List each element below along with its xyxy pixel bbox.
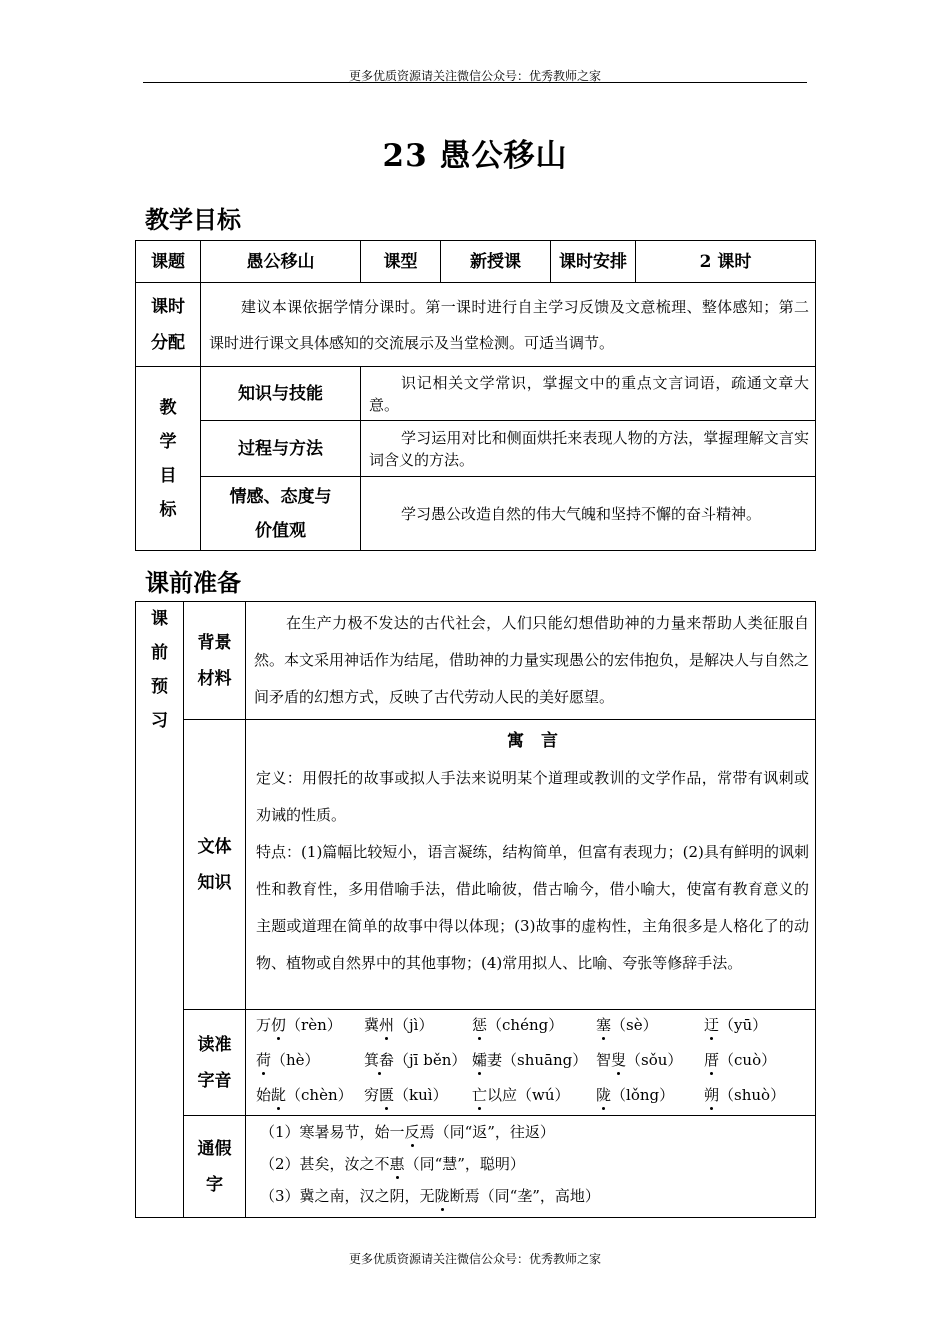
cell-type-label: 课型 — [361, 241, 441, 283]
cell-genre-text — [246, 720, 816, 1010]
cell-allocation-label — [136, 283, 201, 367]
cell-goal-process-label: 过程与方法 — [201, 421, 361, 477]
cell-topic-label: 课题 — [136, 241, 201, 283]
pronunciation-item: 箕畚（jī běn） — [364, 1051, 467, 1069]
cell-pronunciation-label — [184, 1010, 246, 1116]
cell-tongjiazi-label — [184, 1116, 246, 1218]
tongjiazi-label-2: 字 — [206, 1174, 223, 1195]
pronunciation-item: 塞（sè） — [596, 1016, 658, 1034]
tongjiazi-label-1: 通假 — [197, 1138, 232, 1159]
emotion-label-2: 价值观 — [255, 520, 306, 541]
cell-goals-vertical — [136, 367, 201, 551]
section-heading-goals: 教学目标 — [145, 205, 241, 234]
prep-char-3: 预 — [151, 677, 168, 697]
pronunciation-row — [246, 1045, 815, 1080]
pronunciation-item: 始龀（chèn） — [256, 1086, 353, 1104]
cell-genre-label — [184, 720, 246, 1010]
cell-schedule-label: 课时安排 — [551, 241, 636, 283]
pronunciation-item: 朔（shuò） — [704, 1086, 786, 1104]
genre-label-2: 知识 — [197, 872, 232, 893]
pronunciation-item: 荷（hè） — [256, 1051, 320, 1069]
pronunciation-item: 智叟（sǒu） — [596, 1051, 683, 1069]
background-label-1: 背景 — [197, 632, 232, 653]
cell-prep-vertical — [136, 602, 184, 1218]
cell-goal-knowledge-text: 识记相关文学常识，掌握文中的重点文言词语，疏通文章大意。 — [361, 367, 816, 421]
goals-table — [135, 240, 816, 551]
cell-background-text: 在生产力极不发达的古代社会，人们只能幻想借助神的力量来帮助人类征服自然。本文采用神话作为结尾，借助神的力量实现愚公的宏伟抱负，是解决人与自然之间矛盾的幻想方式，反映了古代劳动人民的美好愿望。 — [246, 602, 816, 720]
cell-goal-process-text: 学习运用对比和侧面烘托来表现人物的方法，掌握理解文言实词含义的方法。 — [361, 421, 816, 477]
tongjiazi-item: （1）寒暑易节，始一反焉（同“返”，往返） — [260, 1123, 555, 1141]
cell-allocation-text: 建议本课依据学情分课时。第一课时进行自主学习反馈及文意梳理、整体感知；第二课时进行课文具体感知的交流展示及当堂检测。可适当调节。 — [201, 283, 816, 367]
cell-goal-emotion-label — [201, 477, 361, 551]
pronunciation-label-2: 字音 — [197, 1070, 232, 1091]
pronunciation-item: 亡以应（wú） — [472, 1086, 570, 1104]
prep-table — [135, 601, 816, 1218]
page-footer: 更多优质资源请关注微信公众号：优秀教师之家 — [348, 1252, 601, 1266]
pronunciation-item: 冀州（jì） — [364, 1016, 434, 1034]
prep-char-1: 课 — [151, 609, 168, 629]
tongjiazi-item: （2）甚矣，汝之不惠（同“慧”，聪明） — [260, 1155, 525, 1173]
cell-goal-emotion-text: 学习愚公改造自然的伟大气魄和坚持不懈的奋斗精神。 — [361, 477, 816, 551]
prep-char-4: 习 — [151, 711, 168, 731]
cell-goal-knowledge-label: 知识与技能 — [201, 367, 361, 421]
goals-char-4: 标 — [159, 499, 177, 520]
genre-label-1: 文体 — [197, 836, 232, 857]
allocation-label-1: 课时 — [151, 296, 185, 317]
genre-definition: 定义：用假托的故事或拟人手法来说明某个道理或教训的文学作品，常带有讽刺或劝诫的性质。 — [256, 769, 809, 824]
goals-char-3: 目 — [159, 465, 177, 486]
cell-pronunciation-list — [246, 1010, 816, 1116]
background-label-2: 材料 — [197, 668, 232, 689]
pronunciation-row — [246, 1010, 815, 1045]
tongjiazi-item: （3）冀之南，汉之阴，无陇断焉（同“垄”，高地） — [260, 1187, 600, 1205]
emotion-label-1: 情感、态度与 — [229, 486, 332, 507]
cell-background-label — [184, 602, 246, 720]
cell-schedule-value: 2 课时 — [636, 241, 816, 283]
pronunciation-item: 孀妻（shuāng） — [472, 1051, 588, 1069]
allocation-label-2: 分配 — [151, 332, 185, 353]
prep-char-2: 前 — [151, 643, 168, 663]
cell-tongjiazi-list — [246, 1116, 816, 1218]
pronunciation-label-1: 读准 — [197, 1034, 232, 1055]
pronunciation-item: 陇（lǒng） — [596, 1086, 675, 1104]
goals-char-2: 学 — [159, 431, 177, 452]
page-title: 23 愚公移山 — [382, 138, 568, 174]
pronunciation-item: 穷匮（kuì） — [364, 1086, 448, 1104]
genre-features: 特点：(1)篇幅比较短小，语言凝练，结构简单，但富有表现力；(2)具有鲜明的讽刺性和教育性，多用借喻手法，借此喻彼，借古喻今，借小喻大，使富有教育意义的主题或道理在简单的故事中得以体现；(3)故事的虚构性，主角很多是人格化了的动物、植物或自然界中的其他事物；(4)常用拟人、比喻、夸张等修辞手法。 — [256, 843, 809, 972]
cell-topic-value: 愚公移山 — [201, 241, 361, 283]
page-header: 更多优质资源请关注微信公众号：优秀教师之家 — [348, 69, 601, 83]
goals-char-1: 教 — [159, 397, 177, 418]
pronunciation-item: 万仞（rèn） — [256, 1016, 342, 1034]
pronunciation-item: 厝（cuò） — [704, 1051, 777, 1069]
pronunciation-item: 迂（yū） — [704, 1016, 768, 1034]
genre-title: 寓 言 — [507, 731, 558, 751]
header-rule — [143, 82, 807, 83]
pronunciation-row — [246, 1080, 815, 1115]
cell-type-value: 新授课 — [441, 241, 551, 283]
pronunciation-item: 惩（chéng） — [472, 1016, 564, 1034]
section-heading-prep: 课前准备 — [145, 568, 241, 597]
